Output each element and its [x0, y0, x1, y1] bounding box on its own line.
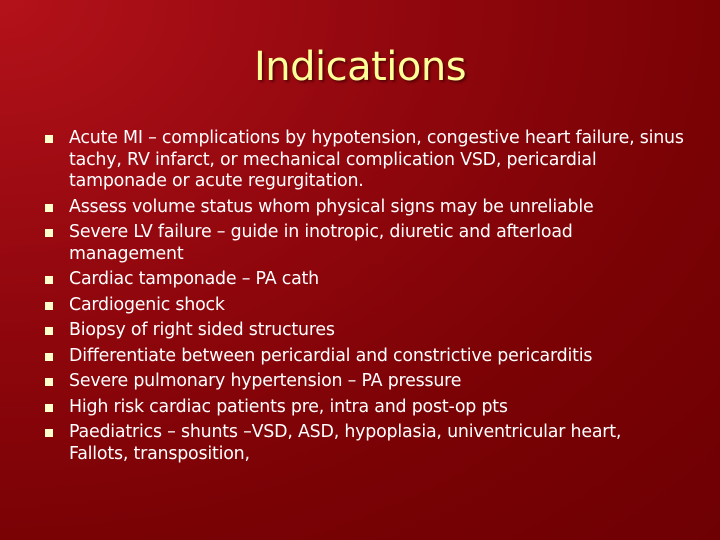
bullet-text: Biopsy of right sided structures: [69, 320, 335, 340]
square-bullet-icon: [45, 135, 53, 143]
square-bullet-icon: [45, 429, 53, 437]
square-bullet-icon: [45, 276, 53, 284]
bullet-text: Differentiate between pericardial and constrictive pericarditis: [69, 345, 593, 366]
bullet-text: Cardiogenic shock: [69, 294, 225, 315]
bullet-text: Severe LV failure – guide in inotropic, diuretic and afterload management: [69, 222, 573, 264]
square-bullet-icon: [45, 302, 53, 310]
square-bullet-icon: [45, 327, 53, 335]
bullet-text: Assess volume status whom physical signs may be unreliable: [69, 196, 594, 217]
bullet-text: Severe pulmonary hypertension – PA pressure: [69, 371, 462, 391]
bullet-item: [44, 346, 684, 368]
bullet-item: [44, 397, 684, 419]
bullet-item: [44, 197, 684, 219]
bullet-item: [44, 320, 684, 342]
bullet-item: [44, 269, 684, 291]
bullet-text: High risk cardiac patients pre, intra and post-op pts: [69, 396, 508, 417]
bullet-item: [44, 371, 684, 393]
bullet-text: Paediatrics – shunts –VSD, ASD, hypoplasia, univentricular heart, Fallots, transposition,: [69, 422, 622, 464]
bullet-item: [44, 222, 684, 265]
square-bullet-icon: [45, 404, 53, 412]
slide-title: Indications: [253, 44, 467, 90]
bullet-item: [44, 128, 684, 193]
bullet-list: [44, 128, 684, 469]
square-bullet-icon: [45, 378, 53, 386]
square-bullet-icon: [45, 229, 53, 237]
bullet-text: Acute MI – complications by hypotension, congestive heart failure, sinus tachy, RV infarct, or mechanical complication VSD, pericardial tamponade or acute regurgitation.: [69, 128, 684, 191]
bullet-text: Cardiac tamponade – PA cath: [69, 269, 319, 289]
square-bullet-icon: [45, 353, 53, 361]
bullet-item: [44, 295, 684, 317]
square-bullet-icon: [45, 204, 53, 212]
bullet-item: [44, 422, 684, 465]
